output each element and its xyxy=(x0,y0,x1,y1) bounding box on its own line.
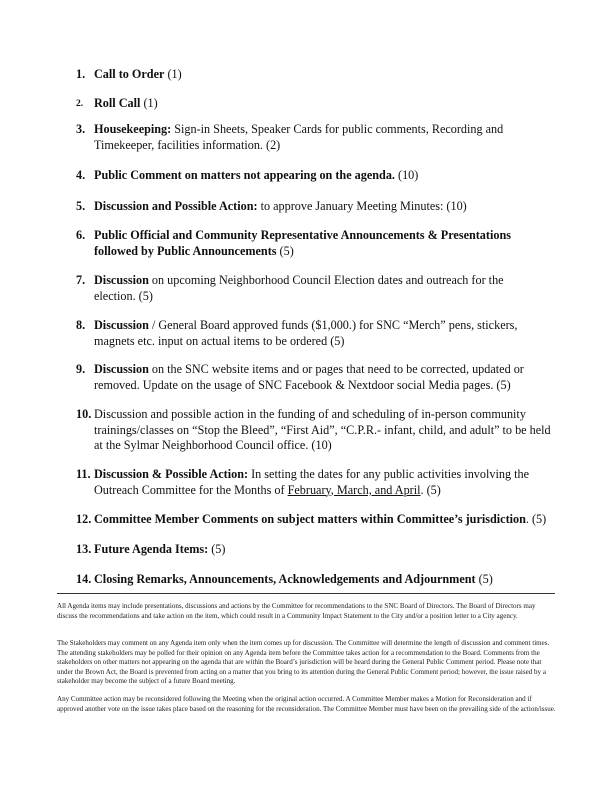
item-number: 5. xyxy=(76,199,86,213)
item-title: Committee Member Comments on subject matters within Committee’s jurisdiction xyxy=(94,512,526,526)
item-number: 9. xyxy=(76,362,86,376)
item-text: (5) xyxy=(276,243,294,258)
footer-paragraph-1: All Agenda items may include presentations, discussions and actions by the Committee for recommendations to the SNC Board of Directors. The Board of Directors may discuss the recommendations and take action on the item, which could result in a Community Impact Statement to the City and/or a position letter to a City agency. xyxy=(57,602,536,620)
item-title: Closing Remarks, Announcements, Acknowledgements and Adjournment xyxy=(94,572,476,586)
item-title: Public Official and Community Representative Announcements & Presentations followed by Public Announcements xyxy=(94,228,511,258)
agenda-item-9 xyxy=(76,362,556,393)
item-tail: . (5) xyxy=(420,482,441,497)
item-number: 14. xyxy=(76,572,92,586)
agenda-item-2 xyxy=(76,96,556,112)
item-text: (10) xyxy=(394,168,419,182)
item-title: Discussion and Possible Action: xyxy=(94,199,258,213)
agenda-item-10 xyxy=(76,407,556,454)
agenda-item-3 xyxy=(76,122,556,153)
agenda-item-5 xyxy=(76,199,556,215)
item-text: on the SNC website items and or pages that need to be corrected, updated or removed. Update on the usage of SNC Facebook & Nextdoor social Media pages. (5) xyxy=(94,362,524,392)
item-number: 11. xyxy=(76,467,91,481)
footer-divider xyxy=(57,593,555,594)
item-text: Sign-in Sheets, Speaker Cards for public comments, Recording and Timekeeper, facilities information. (2) xyxy=(94,122,504,152)
agenda-item-12 xyxy=(76,512,556,528)
item-text: (1) xyxy=(140,96,158,110)
underlined-months: February, March, and April xyxy=(287,482,421,497)
item-number: 6. xyxy=(76,228,86,242)
item-title: Public Comment on matters not appearing on the agenda. xyxy=(94,168,395,182)
item-number: 4. xyxy=(76,168,86,182)
item-text: In setting the dates for any public activities involving the Outreach Committee for the Months of xyxy=(94,467,529,497)
item-title: Discussion xyxy=(94,362,149,376)
item-number: 8. xyxy=(76,318,86,332)
item-title: Discussion xyxy=(94,318,149,332)
item-number: 13. xyxy=(76,542,92,556)
item-number: 7. xyxy=(76,273,86,287)
item-title: Discussion xyxy=(94,273,149,287)
agenda-item-11 xyxy=(76,467,556,498)
agenda-item-1 xyxy=(76,67,556,83)
item-text: to approve January Meeting Minutes: (10) xyxy=(257,199,467,213)
item-number: 2. xyxy=(76,99,84,109)
agenda-item-7 xyxy=(76,273,556,304)
agenda-item-8 xyxy=(76,318,556,349)
item-text: (5) xyxy=(208,542,226,556)
item-title: Future Agenda Items: xyxy=(94,542,209,556)
item-number: 1. xyxy=(76,67,86,81)
item-text: Discussion and possible action in the funding of and scheduling of in-person community trainings/classes on “Stop the Bleed”, “First Aid”, “C.P.R.- infant, child, and adult” to be held at the Sylmar Neighborhood Council office. (10) xyxy=(94,407,551,453)
item-number: 3. xyxy=(76,122,86,136)
item-title: Housekeeping: xyxy=(94,122,172,136)
agenda-item-13 xyxy=(76,542,556,558)
footer-paragraph-3: Any Committee action may be reconsidered following the Meeting when the original action occurred. A Committee Member makes a Motion for Reconsideration and if approved another vote on the issue takes place based on the reasoning for the reconsideration. The Committee Member must have been on the prevailing side of the action/issue. xyxy=(57,695,556,713)
item-number: 10. xyxy=(76,407,92,421)
item-text: . (5) xyxy=(525,512,547,526)
item-title: Discussion & Possible Action: xyxy=(94,467,249,481)
agenda-item-14 xyxy=(76,572,556,588)
agenda-item-6 xyxy=(76,228,556,259)
item-text: (5) xyxy=(475,572,493,586)
item-title: Call to Order xyxy=(94,67,165,81)
item-text: on upcoming Neighborhood Council Election dates and outreach for the election. (5) xyxy=(94,273,504,303)
agenda-item-4 xyxy=(76,168,556,184)
item-text: / General Board approved funds ($1,000.) for SNC “Merch” pens, stickers, magnets etc. input on actual items to be ordered (5) xyxy=(94,318,518,348)
item-text: (1) xyxy=(164,67,182,81)
item-title: Roll Call xyxy=(94,96,141,110)
footer-paragraph-2: The Stakeholders may comment on any Agenda item only when the item comes up for discussion. The Committee will determine the length of discussion and comment times. The attending stakeholders may be polled for their opinion on any Agenda item before the Committee takes action for a recommendation to the Board. Comments from the stakeholders on other matters not appearing on the agenda that are within the Board’s jurisdiction will be heard during the General Public Comment period. Please note that under the Brown Act, the Board is prevented from acting on a matter that you bring to its attention during the General Public Comment period; however, the issue raised by a stakeholder may become the subject of a future Board meeting. xyxy=(57,639,550,686)
item-number: 12. xyxy=(76,512,92,526)
